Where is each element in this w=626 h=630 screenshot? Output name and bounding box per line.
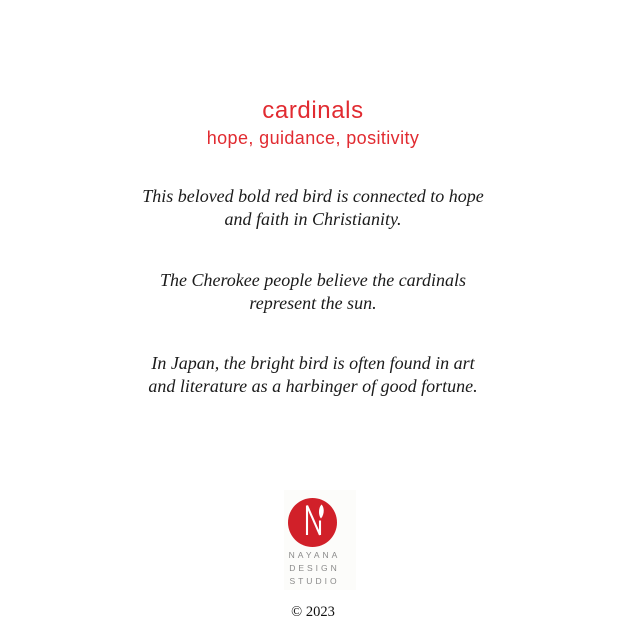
fact-christianity <box>0 185 626 231</box>
copyright-notice: © 2023 <box>291 604 335 620</box>
brand-line-nayana: NAYANA <box>288 550 341 560</box>
page-subtitle: hope, guidance, positivity <box>206 128 420 148</box>
nayana-leaf-n-monogram-icon <box>288 498 337 547</box>
brand-line-design: DESIGN <box>289 563 340 574</box>
fact-line: and literature as a harbinger of good fortune. <box>148 376 478 396</box>
fact-line: and faith in Christianity. <box>224 209 402 229</box>
fact-line: In Japan, the bright bird is often found in art <box>151 353 475 373</box>
page-title: cardinals <box>262 97 364 124</box>
fact-japan <box>0 352 626 398</box>
brand-line-studio: STUDIO <box>289 576 340 587</box>
fact-line: This beloved bold red bird is connected to hope <box>142 186 484 206</box>
brand-wordmark <box>0 549 626 589</box>
fact-cherokee <box>0 269 626 315</box>
fact-line: represent the sun. <box>249 293 377 313</box>
fact-line: The Cherokee people believe the cardinals <box>159 270 467 290</box>
